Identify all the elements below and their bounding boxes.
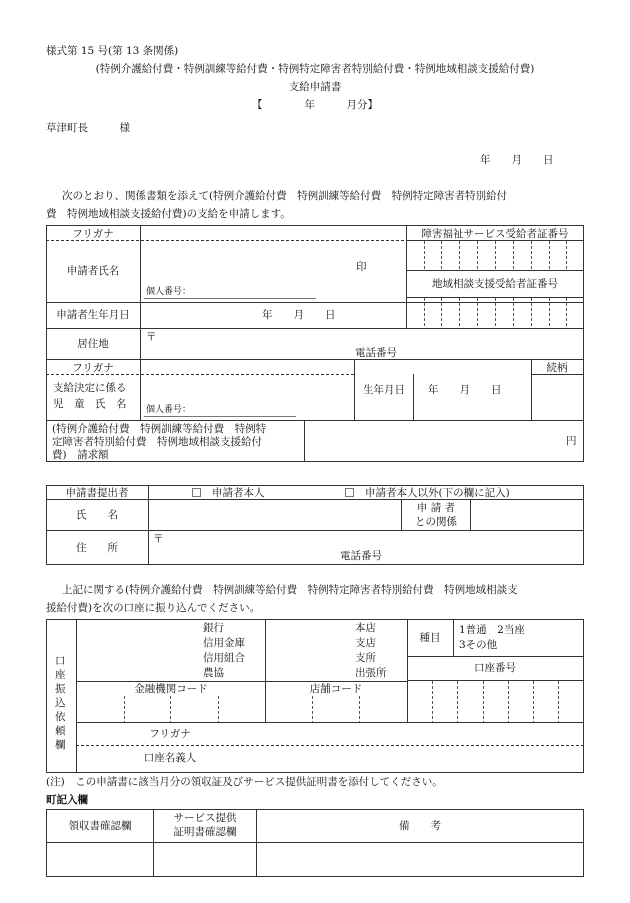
inst-credit-bank: 信用金庫	[203, 637, 245, 649]
account-type-option-2: 3その他	[459, 639, 498, 651]
phone-label: 電話番号	[355, 347, 397, 359]
account-type-option-1: 1普通 2当座	[459, 624, 525, 636]
application-date: 年 月 日	[480, 154, 554, 166]
account-type-label: 種目	[419, 632, 441, 644]
option-other-label: 申請者本人以外(下の欄に記入)	[365, 487, 510, 499]
submitter-relation-input[interactable]	[472, 501, 583, 529]
child-my-number-label: 個人番号：	[146, 405, 192, 415]
inst-agri-coop: 農協	[203, 667, 224, 679]
option-self-label: 申請者本人	[212, 487, 265, 499]
bank-intro-line-1: 上記に関する(特例介護給付費 特例訓練等給付費 特例特定障害者特別給付費 特例地域相談支	[62, 584, 518, 596]
child-name-label-1: 支給決定に係る	[53, 382, 127, 394]
side-char-1: 口	[55, 655, 66, 667]
checkbox-other[interactable]	[345, 488, 354, 497]
bank-intro-line-2: 援給付費)を次の口座に振り込んでください。	[46, 602, 261, 614]
side-char-6: 頼	[55, 725, 66, 737]
service-cert-number-input[interactable]	[408, 242, 583, 270]
service-cert-check-label-2: 証明書確認欄	[173, 826, 237, 838]
side-char-5: 依	[55, 711, 66, 723]
submitter-address-input[interactable]	[165, 532, 583, 548]
applicant-name-label: 申請者氏名	[66, 265, 120, 277]
account-number-label: 口座番号	[474, 662, 516, 674]
town-section-title: 町記入欄	[46, 794, 88, 806]
submitter-name-label: 氏 名	[76, 509, 118, 521]
form-subtitle: (特例介護給付費・特例訓練等給付費・特例特定障害者特別給付費・特例地域相談支援給付費)	[95, 63, 535, 75]
child-my-number-input[interactable]	[190, 404, 295, 416]
cert-number-label: 障害福祉サービス受給者証番号	[421, 228, 569, 240]
branch-main: 本店	[355, 622, 376, 634]
form-number: 様式第 15 号(第 13 条関係)	[46, 45, 179, 57]
intro-line-2: 費 特例地域相談支援給付費)の支給を申請します。	[46, 208, 291, 220]
account-holder-label: 口座名義人	[143, 752, 197, 764]
side-char-4: 込	[55, 697, 66, 709]
region-cert-number-input[interactable]	[408, 299, 583, 327]
applicant-name-input[interactable]	[142, 242, 352, 284]
relation-label: 続柄	[546, 362, 568, 374]
child-furigana-input[interactable]	[142, 361, 353, 373]
service-cert-check-cell[interactable]	[155, 844, 255, 875]
address-label: 居住地	[77, 338, 109, 350]
form-title: 支給申請書	[288, 81, 342, 93]
inst-credit-union: 信用組合	[203, 652, 245, 664]
submitter-address-label: 住 所	[76, 542, 118, 554]
birth-label: 申請者生年月日	[56, 309, 130, 321]
checkbox-self[interactable]	[192, 488, 201, 497]
claim-label-1: (特例介護給付費 特例訓練等給付費 特例特	[52, 423, 267, 435]
branch-code-label: 店舗コード	[309, 683, 363, 695]
bank-name-input[interactable]	[78, 621, 198, 679]
account-furigana-label: フリガナ	[149, 728, 191, 740]
remarks-cell[interactable]	[258, 844, 583, 875]
submitter-phone-label: 電話番号	[340, 550, 382, 562]
receipt-check-cell[interactable]	[48, 844, 152, 875]
my-number-label: 個人番号：	[146, 287, 192, 297]
submitter-postal-mark: 〒	[153, 533, 164, 545]
child-relation-input[interactable]	[533, 376, 583, 419]
intro-line-1: 次のとおり、関係書類を添えて(特例介護給付費 特例訓練等給付費 特例特定障害者特別給付	[62, 190, 508, 202]
applicant-my-number-input[interactable]	[196, 286, 314, 298]
account-furigana-input[interactable]	[267, 724, 583, 744]
branch-office: 出張所	[355, 667, 387, 679]
branch-name-input[interactable]	[267, 621, 352, 679]
child-birth-value: 年 月 日	[428, 384, 502, 396]
child-name-label-2: 児 童 氏 名	[53, 398, 127, 410]
birth-value: 年 月 日	[262, 309, 336, 321]
branch-sub: 支所	[355, 652, 376, 664]
side-char-7: 欄	[55, 739, 66, 751]
claim-amount-input[interactable]	[306, 422, 562, 460]
addressee: 草津町長 様	[46, 122, 130, 134]
relation-label-1: 申 請 者	[416, 502, 456, 514]
yen-unit: 円	[566, 435, 577, 447]
furigana-label: フリガナ	[72, 228, 114, 240]
region-cert-label: 地域相談支援受給者証番号	[432, 278, 558, 290]
seal-mark: 印	[356, 261, 367, 273]
address-input[interactable]	[160, 330, 583, 346]
child-name-input[interactable]	[142, 376, 353, 402]
applicant-birthdate-input[interactable]	[142, 304, 405, 327]
claim-label-2: 定障害者特別給付費 特例地域相談支援給付	[52, 436, 262, 448]
attachment-note: (注) この申請書に該当月分の領収証及びサービス提供証明書を添付してください。	[46, 776, 443, 788]
period-line: 【 年 月分】	[252, 99, 378, 111]
postal-mark: 〒	[146, 331, 157, 343]
phone-input[interactable]	[400, 345, 583, 358]
account-type-select[interactable]	[455, 621, 583, 655]
receipt-check-label: 領収書確認欄	[68, 820, 132, 832]
inst-bank: 銀行	[203, 622, 224, 634]
remarks-label: 備 考	[399, 820, 441, 832]
bank-code-input[interactable]	[78, 697, 265, 721]
account-holder-input[interactable]	[267, 747, 583, 771]
claim-label-3: 費) 請求額	[52, 449, 109, 461]
child-furigana-label: フリガナ	[72, 362, 114, 374]
service-cert-check-label-1: サービス提供	[173, 812, 237, 824]
bank-code-label: 金融機関コード	[134, 683, 208, 695]
side-char-3: 振	[55, 683, 66, 695]
child-birth-label: 生年月日	[363, 384, 405, 396]
side-char-2: 座	[55, 669, 66, 681]
branch-code-input[interactable]	[267, 697, 407, 721]
applicant-furigana-input[interactable]	[142, 227, 405, 239]
child-birthdate-input[interactable]	[414, 376, 530, 419]
account-number-input[interactable]	[409, 682, 583, 721]
submitter-name-input[interactable]	[150, 501, 400, 529]
submitter-phone-input[interactable]	[390, 548, 583, 563]
submitter-label: 申請書提出者	[65, 487, 129, 499]
relation-label-2: との関係	[415, 516, 457, 528]
branch-branch: 支店	[355, 637, 376, 649]
